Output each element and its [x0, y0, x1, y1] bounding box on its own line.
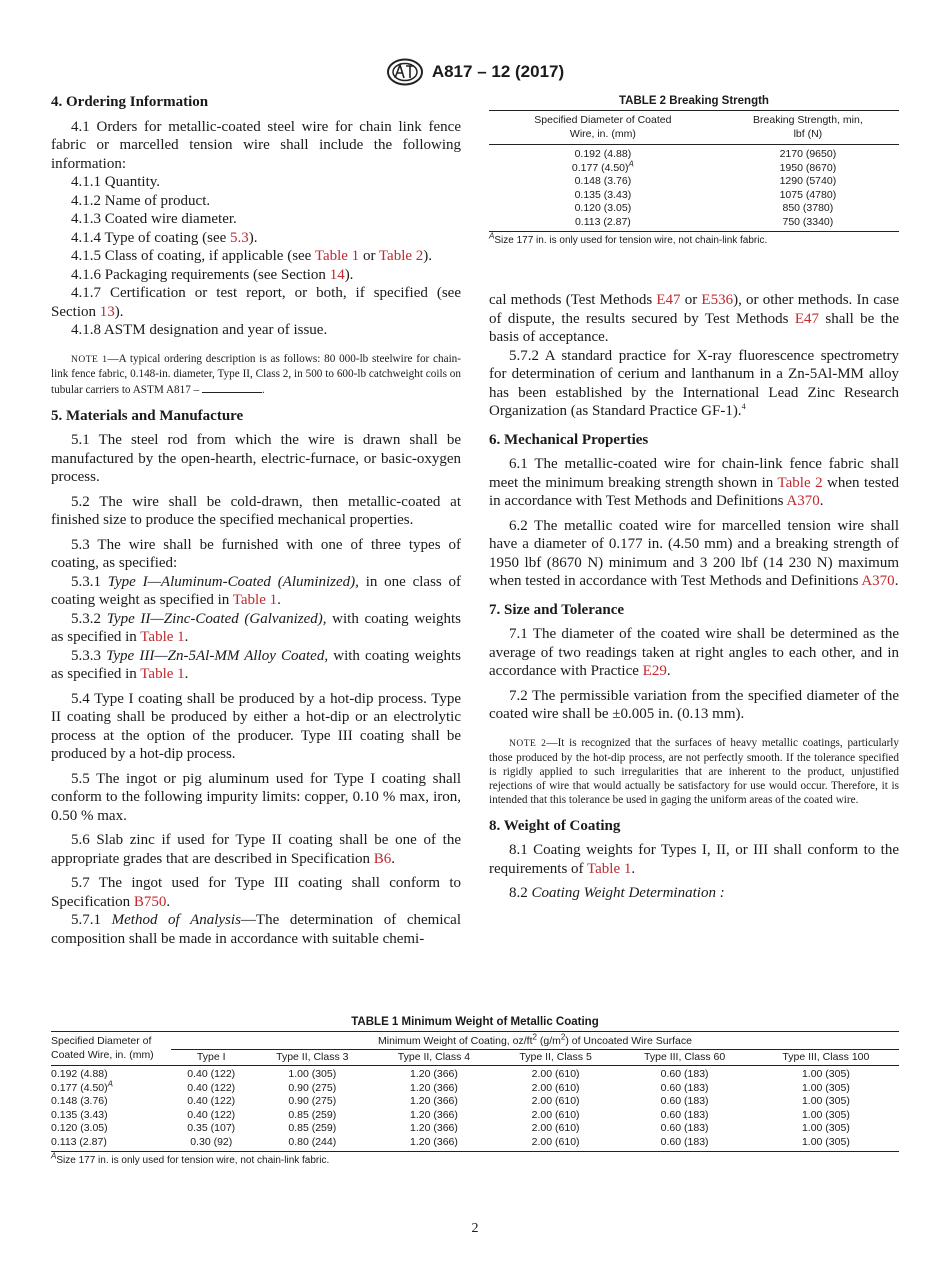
item-4-1-6: 4.1.6 Packaging requirements (see Section 14). — [71, 266, 354, 283]
link-e47[interactable]: E47 — [656, 292, 681, 308]
table-row: 0.148 (3.76) 1290 (5740) — [574, 175, 837, 187]
link-table-1[interactable]: Table 1 — [232, 592, 278, 608]
link-e29[interactable]: E29 — [642, 663, 667, 679]
para-5-4: 5.4 Type I coating shall be produced by a hot-dip process. Type II coating shall be produced by either a hot-dip or an electrolytic process at the option of the producer. Type III coating shall be produced by a hot-dip process. — [51, 690, 461, 762]
page-header — [0, 57, 950, 87]
para-6-2: 6.2 The metallic coated wire for marcelled tension wire shall have a diameter of 0.177 in. (4.50 mm) and a breaking strength of 1950 lbf (8670 N) minimum and 3 200 lbf (14 230 N) maximum when tested in accordance with Test Methods and Definitions A370. — [489, 517, 899, 589]
table-row: 0.135 (3.43) 0.40 (122) 0.85 (259) 1.20 (366) 2.00 (610) 0.60 (183) 1.00 (305) — [51, 1108, 850, 1121]
table-2-col-diameter-header: Specified Diameter of Coated Wire, in. (mm) — [489, 111, 717, 145]
link-b6[interactable]: B6 — [373, 850, 392, 867]
page-number: 2 — [471, 1221, 479, 1236]
table-1-col-type-3-class-60: Type III, Class 60 — [616, 1049, 752, 1066]
para-5-1: 5.1 The steel rod from which the wire is drawn shall be manufactured by the open-hearth, electric-furnace, or basic-oxygen process. — [51, 432, 461, 485]
table-row: 0.148 (3.76) 0.40 (122) 0.90 (275) 1.20 (366) 2.00 (610) 0.60 (183) 1.00 (305) — [51, 1095, 850, 1107]
link-table-2[interactable]: Table 2 — [777, 474, 823, 491]
table-1-col-type-2-class-4: Type II, Class 4 — [373, 1049, 495, 1066]
table-row: 0.177 $(4.50)^A$ 1950 (8670) — [571, 159, 837, 174]
para-7-2: 7.2 The permissible variation from the specified diameter of the coated wire shall be ±0.005 in. (0.13 mm). — [489, 687, 899, 722]
item-4-1-5: 4.1.5 Class of coating, if applicable (see Table 1 or Table 2). — [71, 248, 433, 264]
para-5-3-3: 5.3.3 Type III—Zn-5Al-MM Alloy Coated, with coating weights as specified in Table 1. — [51, 647, 462, 682]
table-1-col-type-1: Type I — [171, 1049, 251, 1066]
footnote-ref: 4 — [741, 402, 746, 411]
para-5-7-1: 5.7.1 Method of Analysis—The determination of chemical composition shall be made in accordance with suitable chemi- — [51, 912, 462, 947]
para-5-6: 5.6 Slab zinc if used for Type II coating shall be one of the appropriate grades that are described in Specification B6. — [51, 832, 461, 867]
item-4-1-7: 4.1.7 Certification or test report, or both, if specified (see Section 13). — [51, 285, 461, 320]
note-2: NOTE 2—It is recognized that the surfaces of heavy metallic coatings, particularly those produced by the hot-dip process, are not perfectly smooth. If the tolerance specified is rigidly applied to such irregularities that are inherent to the product, unjustified rejections of wire that would actually be satisfactory for use would occur. Therefore, it is intended that this tolerance be used in gaging the uniform areas of the coated wire. — [489, 736, 900, 806]
para-5-3: 5.3 The wire shall be furnished with one of three types of coating, as specified: — [51, 536, 461, 571]
table-row: 0.120 (3.05) 0.35 (107) 0.85 (259) 1.20 (366) 2.00 (610) 0.60 (183) 1.00 (305) — [51, 1122, 850, 1134]
item-4-1-8: 4.1.8 ASTM designation and year of issue. — [71, 322, 328, 338]
table-row: 0.135 (3.43) 1075 (4780) — [574, 188, 837, 201]
table-1-col-type-2-class-3: Type II, Class 3 — [251, 1049, 373, 1066]
table-row: 0.192 (4.88) 0.40 (122) 1.00 (305) 1.20 (366) 2.00 (610) 0.60 (183) 1.00 (305) — [51, 1068, 850, 1080]
item-4-1-2: 4.1.2 Name of product. — [71, 192, 211, 209]
footnote-mark: A — [107, 1079, 113, 1088]
table-2-title: TABLE 2 Breaking Strength — [619, 95, 769, 107]
para-5-3-1: 5.3.1 Type I—Aluminum-Coated (Aluminized), in one class of coating weight as specified in Table 1. — [51, 573, 462, 608]
para-8-1: 8.1 Coating weights for Types I, II, or III shall conform to the requirements of Table 1. — [489, 842, 899, 877]
table-1-footnote: $^A$Size 177 in. is only used for tension wire, not chain-link fabric. — [51, 1151, 330, 1166]
left-column — [51, 93, 461, 948]
link-e47[interactable]: E47 — [794, 310, 820, 327]
link-a370[interactable]: A370 — [786, 493, 820, 509]
table-row: 0.177 $(4.50)^A$ 0.40 (122) 0.90 (275) 1.20 (366) 2.00 (610) 0.60 (183) 1.00 (305) — [51, 1079, 850, 1094]
table-1-title: TABLE 1 Minimum Weight of Metallic Coating — [351, 1016, 599, 1028]
table-1-col-diameter-header: Specified Diameter of Coated Wire, in. (mm) — [51, 1032, 171, 1066]
link-table-1[interactable]: Table 1 — [587, 860, 632, 877]
document-id: A817 – 12 (2017) — [431, 62, 565, 81]
right-column — [489, 291, 899, 903]
table-1-minimum-coating-weight — [51, 1016, 899, 1166]
section-7-heading: 7. Size and Tolerance — [489, 601, 625, 618]
table-row: 0.113 (2.87) 0.30 (92) 0.80 (244) 1.20 (366) 2.00 (610) 0.60 (183) 1.00 (305) — [51, 1135, 850, 1148]
link-table-1[interactable]: Table 1 — [140, 629, 185, 645]
table-1-col-type-2-class-5: Type II, Class 5 — [495, 1049, 617, 1066]
section-5-heading: 5. Materials and Manufacture — [51, 407, 244, 424]
para-5-7: 5.7 The ingot used for Type III coating shall conform to Specification B750. — [51, 875, 461, 910]
link-b750[interactable]: B750 — [133, 893, 167, 910]
section-8-heading: 8. Weight of Coating — [489, 817, 621, 834]
para-5-3-2: 5.3.2 Type II—Zinc-Coated (Galvanized), with coating weights as specified in Table 1. — [51, 610, 462, 645]
table-2-col-strength-header: Breaking Strength, min, lbf (N) — [717, 111, 899, 145]
para-5-2: 5.2 The wire shall be cold-drawn, then metallic-coated at finished size to produce the specified mechanical properties. — [51, 493, 461, 528]
link-a370[interactable]: A370 — [861, 573, 895, 589]
item-4-1-3: 4.1.3 Coated wire diameter. — [71, 211, 237, 227]
table-row: 0.120 (3.05) 850 (3780) — [574, 202, 834, 214]
para-4-1: 4.1 Orders for metallic-coated steel wire for chain link fence fabric or marcelled tension wire shall include the following information: — [51, 118, 461, 172]
footnote-mark: A — [628, 159, 634, 168]
para-6-1: 6.1 The metallic-coated wire for chain-link fence fabric shall meet the minimum breaking strength shown in Table 2 when tested in accordance with Test Methods and Definitions A370. — [489, 456, 899, 509]
link-table-2[interactable]: Table 2 — [378, 248, 424, 264]
astm-logo-icon — [386, 58, 424, 86]
link-section-14[interactable]: 14 — [329, 266, 345, 283]
link-5-3[interactable]: 5.3 — [230, 229, 249, 246]
table-2-footnote: $^A$Size 177 in. is only used for tension wire, not chain-link fabric. — [489, 231, 768, 246]
para-5-7-2: 5.7.2 A standard practice for X-ray fluorescence spectrometry for determination of cerium and lanthanum in a Zn-5Al-MM alloy has been established by the International Lead Zinc Research Organization (as Standard Practice GF-1).$^4$ — [489, 347, 899, 419]
note-1: NOTE 1—A typical ordering description is as follows: 80 000-lb steelwire for chain-link fence fabric, 0.148-in. diameter, Type II, Class 2, in 500 to 600-lb catchweight coils on tubular carriers to ASTM A817 – . — [51, 352, 462, 396]
link-section-13[interactable]: 13 — [99, 303, 115, 320]
table-1-col-type-3-class-100: Type III, Class 100 — [753, 1049, 899, 1066]
table-row: 0.113 (2.87) 750 (3340) — [574, 215, 834, 228]
section-4-heading: 4. Ordering Information — [51, 94, 209, 110]
table-1-group-header: Minimum Weight of Coating, $oz/ft^2$ $(g/m^2)$ of Uncoated Wire Surface — [378, 1032, 692, 1047]
item-4-1-1: 4.1.1 Quantity. — [71, 174, 161, 190]
para-7-1: 7.1 The diameter of the coated wire shall be determined as the average of two readings taken at right angles to each other, and in accordance with Practice E29. — [489, 626, 899, 679]
item-4-1-4: 4.1.4 Type of coating (see 5.3). — [71, 229, 258, 246]
link-table-1[interactable]: Table 1 — [140, 666, 185, 682]
table-2-breaking-strength — [489, 95, 899, 246]
para-5-7-1-continued: cal methods (Test Methods E47 or E536), or other methods. In case of dispute, the results secured by Test Methods E47 shall be the basis of acceptance. — [489, 292, 899, 345]
table-1-grid — [51, 1031, 899, 1152]
section-6-heading: 6. Mechanical Properties — [489, 431, 649, 448]
link-table-1[interactable]: Table 1 — [314, 248, 360, 264]
para-5-5: 5.5 The ingot or pig aluminum used for Type I coating shall conform to the following impurity limits: copper, 0.10 % max, iron, 0.50 % max. — [51, 770, 461, 824]
table-row: 0.192 (4.88) 2170 (9650) — [574, 148, 837, 160]
para-8-2: 8.2 Coating Weight Determination : — [509, 885, 725, 901]
table-2-grid — [489, 110, 899, 232]
link-e536[interactable]: E536 — [701, 292, 734, 308]
